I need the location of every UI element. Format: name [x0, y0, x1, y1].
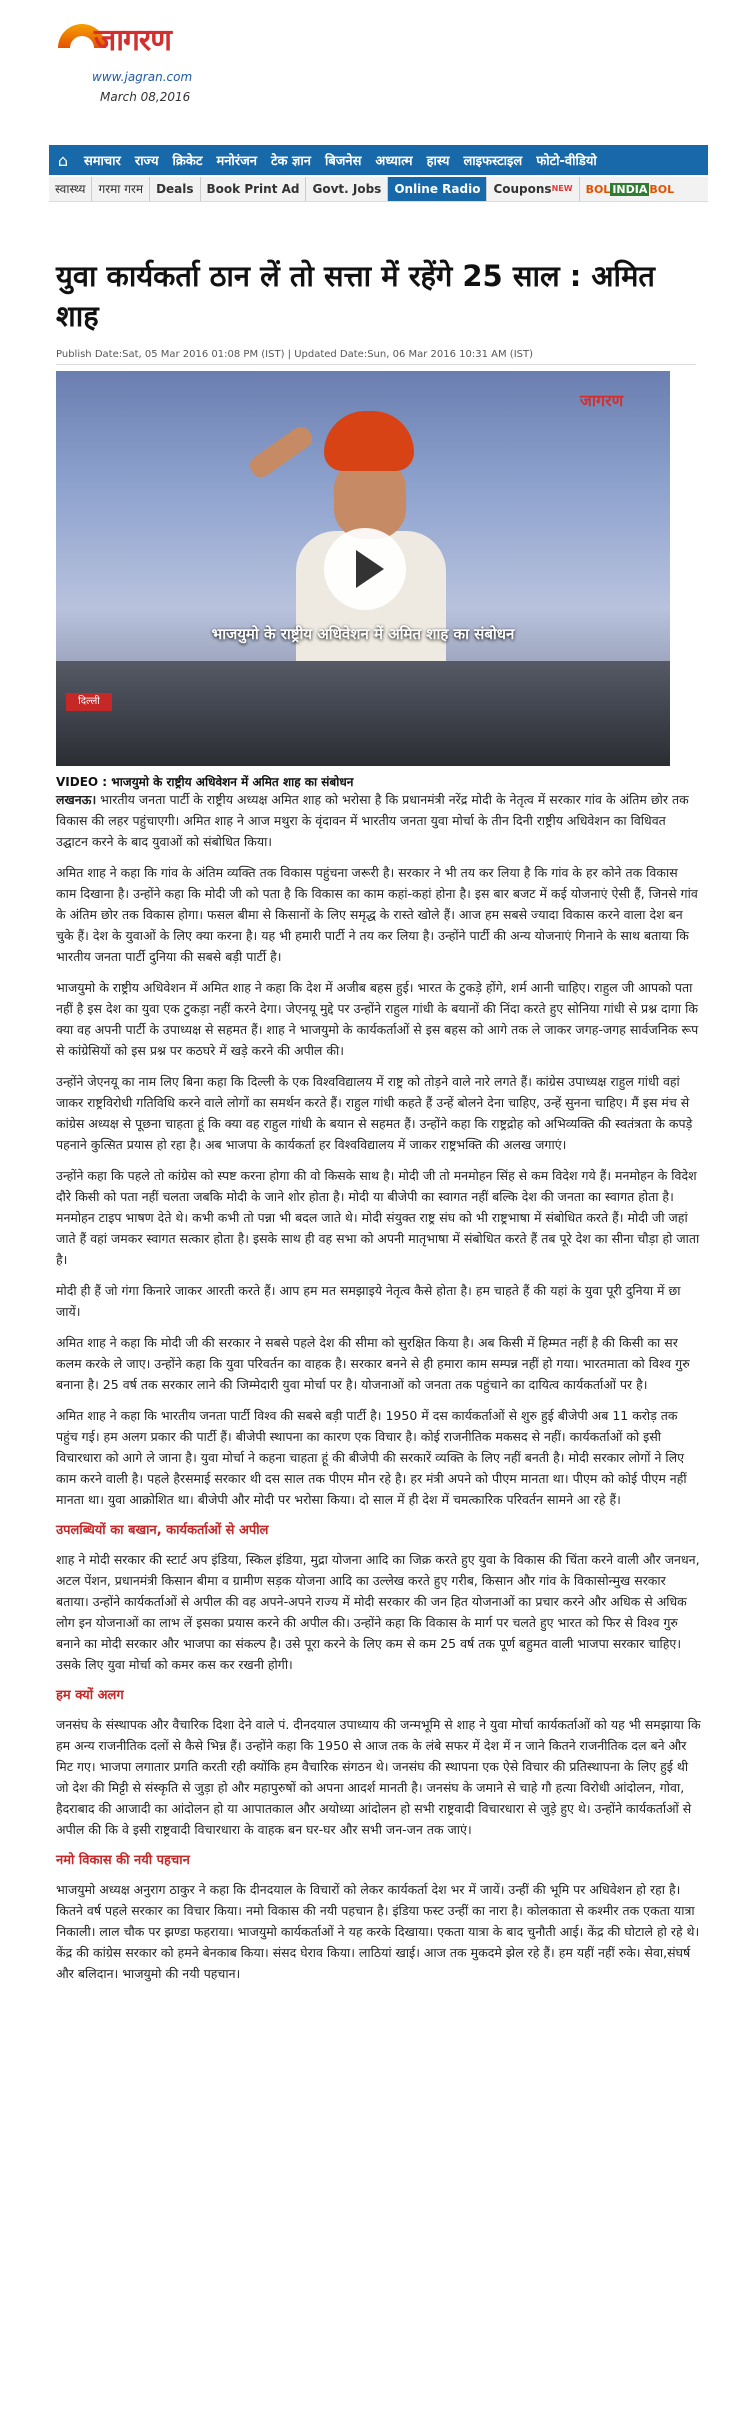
divider — [56, 364, 696, 365]
primary-nav — [49, 145, 708, 175]
section-heading: नमो विकास की नयी पहचान — [56, 1853, 190, 1868]
jagran-logo[interactable] — [54, 18, 234, 68]
nav-item[interactable]: लाइफस्टाइल — [463, 154, 523, 169]
nav-item[interactable]: समाचार — [84, 154, 121, 169]
nav-item[interactable]: क्रिकेट — [172, 154, 203, 169]
paragraph: शाह ने मोदी सरकार की स्टार्ट अप इंडिया, स्किल इंडिया, मुद्रा योजना आदि का जिक्र करते हुए युवा के विकास की चिंता करने वाली और जनधन, अटल पेंशन, प्रधानमंत्री किसान बीमा व ग्रामीण सड़क योजना आदि का उल्लेख करते हुए गरीब, किसान और गांव के विकासोन्मुख सरकार बताया। उन्होंने कार्यकर्ताओं से अपील की वह अपने-अपने राज्य में मोदी सरकार की जन हित योजनाओं का प्रचार करने और अधिक से अधिक लोग इन योजनाओं का लाभ लें इसका प्रयास करने की अपील की। उन्होंने कहा कि विकास के मार्ग पर चलते हुए भारत को फिर से विश्व गुरु बनाने का मोदी सरकार और भाजपा का संकल्प है। उसे पूरा करने के लिए कम से कम 25 वर्ष तक पूर्ण बहुमत वाली भाजपा सरकार चाहिए। उसके लिए युवा मोर्चा को कमर कस कर रखनी होगी। — [56, 1552, 700, 1672]
nav-item[interactable]: फोटो-वीडियो — [536, 154, 597, 169]
nav-item[interactable]: हास्य — [426, 154, 450, 169]
nav-sub-item[interactable]: स्वास्थ्य — [49, 177, 92, 201]
home-icon[interactable]: ⌂ — [57, 150, 69, 170]
nav-sub-item-coupons[interactable] — [487, 177, 579, 201]
paragraph: उन्होंने कहा कि पहले तो कांग्रेस को स्पष्ट करना होगा की वो किसके साथ है। मोदी जी तो मनमोहन सिंह से कम विदेश गये हैं। मनमोहन के विदेश दौरे किसी को पता नहीं चलता जबकि मोदी के जाने शोर होता है। मोदी या बीजेपी का स्वागत नहीं बल्कि देश की जनता का स्वागत होता है। मनमोहन टाइप भाषण देते थे। कभी कभी तो पन्ना भी बदल जाते थे। मोदी संयुक्त राष्ट्र संघ को भी राष्ट्रभाषा में संबोधित करते हैं। मोदी जी जहां जाते हैं वहां जमकर स्वागत सत्कार होता है। इसके साथ ही वह सभा को अपनी मातृभाषा में संबोधित करते हैं तब पूरे देश का सीना चौड़ा हो जाता है। — [56, 1168, 700, 1267]
article-body — [56, 789, 701, 1994]
logo-text: जागरण — [94, 23, 171, 58]
article-title: युवा कार्यकर्ता ठान लें तो सत्ता में रहेंगे 25 साल : अमित शाह — [56, 259, 655, 333]
site-url[interactable]: www.jagran.com — [92, 70, 193, 84]
paragraph: भाजयुमो अध्यक्ष अनुराग ठाकुर ने कहा कि दीनदयाल के विचारों को लेकर कार्यकर्ता देश भर में जायें। उन्हीं की भूमि पर अधिवेशन हो रहा है। कितने वर्ष पहले सरकार का विचार किया। नमो विकास की नयी पहचान है। इंडिया फस्ट उन्हीं का नारा है। कोलकाता से कश्मीर तक एकता यात्रा निकाली। लाल चौक पर झण्डा फहराया। भाजयुमो कार्यकर्ताओं ने यह करके दिखाया। एकता यात्रा के बाद चुनौती आई। केंद्र की घोटाले हो रहे थे। केंद्र की कांग्रेस सरकार को हमने बेनकाब किया। संसद घेराव किया। लाठियां खाई। आज तक मुकदमे झेल रहे हैं। हम यहीं नहीं रुके। सेवा,संघर्ष और बलिदान। भाजयुमो की नयी पहचान। — [56, 1882, 700, 1981]
video-watermark: जागरण — [580, 391, 624, 410]
play-icon[interactable] — [324, 528, 406, 610]
paragraph: मोदी ही हैं जो गंगा किनारे जाकर आरती करते हैं। आप हम मत समझाइये नेतृत्व कैसे होता है। हम चाहते हैं की यहां के युवा पूरी दुनिया में छा जायें। — [56, 1283, 681, 1319]
nav-sub-item[interactable]: Govt. Jobs — [306, 177, 388, 201]
nav-sub-item[interactable]: Book Print Ad — [201, 177, 307, 201]
paragraph: अमित शाह ने कहा कि भारतीय जनता पार्टी विश्व की सबसे बड़ी पार्टी है। 1950 में दस कार्यकर्ताओं से शुरु हुई बीजेपी अब 11 करोड़ तक पहुंच गई। हम अलग प्रकार की पार्टी हैं। बीजेपी स्थापना का कारण एक विचार है। कोई राजनीतिक मकसद से नहीं। कार्यकर्ताओं को इसी विचारधारा को आगे ले जाना है। युवा मोर्चा ने कहना चाहता हूं की बीजेपी की सरकारें व्यक्ति के लिए नहीं बनती है। मोदी सरकार लोगों ने लिए काम करने वाली है। पहले हैरसमाई सरकार थी दस साल तक पीएम मौन रहे है। हर मंत्री अपने को पीएम मानता था। पीएम को कोई पीएम नहीं मानता था। युवा आक्रोशित था। बीजेपी और मोदी पर भरोसा किया। दो साल में ही देश में चमत्कारिक परिवर्तन सामने आ रहे हैं। — [56, 1408, 687, 1507]
nav-sub-item-active[interactable]: Online Radio — [388, 177, 487, 201]
article-meta: Publish Date:Sat, 05 Mar 2016 01:08 PM (IST) | Updated Date:Sun, 06 Mar 2016 10:31 AM (IST) — [56, 349, 534, 360]
site-header — [0, 0, 756, 140]
lead-paragraph — [56, 789, 701, 852]
video-player[interactable] — [56, 371, 670, 766]
lead-text: भारतीय जनता पार्टी के राष्ट्रीय अध्यक्ष अमित शाह को भरोसा है कि प्रधानमंत्री नरेंद्र मोदी के नेतृत्व में सरकार गांव के अंतिम छोर तक विकास की लहर पहुंचाएगी। अमित शाह ने आज मथुरा के वृंदावन में भारतीय जनता युवा मोर्चा के तीन दिनी राष्ट्रीय अधिवेशन का विधिवत उद्घाटन करने के बाद युवाओं को संबोधित किया। — [56, 792, 689, 849]
paragraph: जनसंघ के संस्थापक और वैचारिक दिशा देने वाले पं. दीनदयाल उपाध्याय की जन्मभूमि से शाह ने युवा मोर्चा कार्यकर्ताओं को यह भी समझाया कि हम अन्य राजनीतिक दलों से कैसे भिन्न हैं। उन्होंने कहा कि 1950 से आज तक के लंबे सफर में देश में न जाने कितने राजनीतिक दल बने और मिट गए। भाजपा लगातार प्रगति करती रही क्योंकि हम वैचारिक संगठन थे। जनसंघ की स्थापना एक ऐसे विचार की प्रतिस्थापना के लिए हुई थी जो देश की मिट्टी से संस्कृति से जुड़ा हो और महापुरुषों को अपना आदर्श मानती है। जनसंघ के जमाने से चाहे गौ हत्या विरोधी आंदोलन, गोवा, हैदराबाद की आजादी का आंदोलन हो या आपातकाल और अयोध्या आंदोलन हो सभी राष्ट्रवादी विचारधारा से जुड़े हुए थे। उन्होंने कार्यकर्ताओं से अपील की कि वे इसी राष्ट्रवादी विचारधारा के वाहक बन घर-घर और सभी जन-जन तक जाएं। — [56, 1717, 701, 1837]
paragraph: भाजयुमो के राष्ट्रीय अधिवेशन में अमित शाह ने कहा कि देश में अजीब बहस हुई। भारत के टुकड़े होंगे, शर्म आनी चाहिए। राहुल जी आपको पता नहीं है इस देश का युवा एक टुकड़ा नहीं करने देगा। जेएनयू मुद्दे पर उन्होंने राहुल गांधी के बयानों की निंदा करते हुए सोनिया गांधी से प्रश्न दागा कि क्या वह अपनी पार्टी के उपाध्यक्ष से सहमत हैं। शाह ने भाजयुमो के कार्यकर्ताओं से इस बहस को आगे तक ले जाकर जगह-जगह सार्वजनिक रूप से कांग्रेसियों को इस प्रश्न पर कठघरे में खड़े करने की अपील की। — [56, 980, 699, 1058]
nav-item[interactable]: टेक ज्ञान — [270, 154, 311, 169]
bol-text: BOL — [649, 182, 675, 196]
nav-item[interactable]: राज्य — [134, 154, 159, 169]
paragraph: उन्होंने जेएनयू का नाम लिए बिना कहा कि दिल्ली के एक विश्वविद्यालय में राष्ट्र को तोड़ने वाले नारे लगते हैं। कांग्रेस उपाध्यक्ष राहुल गांधी वहां जाकर राष्ट्रविरोधी गतिविधि करने वाले लोगों का समर्थन करते हैं। राहुल गांधी कहते हैं उन्हें बोलने देना चाहिए, उन्हें सुनना चाहिए। मैं इस मंच से कांग्रेस अध्यक्ष से पूछना चाहता हूं कि क्या वह राहुल गांधी के बयान से सहमत हैं। उन्होंने कहा कि राष्ट्रद्रोह को अभिव्यक्ति की स्वतंत्रता के कपड़े पहनाने कुत्सित प्रयास हो रहा है। अब भाजपा के कार्यकर्ता हर विश्वविद्यालय में जाकर राष्ट्रभक्ति की अलख जगाएं। — [56, 1074, 693, 1152]
nav-sub-item[interactable]: गरमा गरम — [92, 177, 150, 201]
section-heading: हम क्यों अलग — [56, 1688, 124, 1703]
dateline: लखनऊ। — [56, 792, 97, 807]
bol-india-bol-logo[interactable] — [580, 183, 681, 196]
coupons-label: Coupons — [493, 182, 552, 196]
video-caption: VIDEO : भाजयुमो के राष्ट्रीय अधिवेशन में अमित शाह का संबोधन — [56, 775, 354, 789]
bol-text: BOL — [585, 182, 611, 196]
india-text: INDIA — [612, 182, 648, 196]
paragraph: अमित शाह ने कहा कि गांव के अंतिम व्यक्ति तक विकास पहुंचना जरूरी है। सरकार ने भी तय कर लिया है कि गांव के हर कोने तक विकास काम दिखाना है। उन्होंने कहा कि मोदी जी को पता है कि विकास का काम कहां-कहां होना है। इस बार बजट में कई योजनाएं ऐसी हैं, जिनसे गांव के अंतिम छोर तक विकास होगा। फसल बीमा से किसानों के लिए समृद्ध के रास्ते खोले हैं। आज हम सबसे ज्यादा विकास करने वाला देश बन चुके हैं। देश के युवाओं के लिए क्या करना है। यह भी हमारी पार्टी ने तय कर लिया है। उन्होंने पार्टी की अन्य योजनाएं गिनाने के साथ बताया कि भारतीय जनता पार्टी दुनिया की सबसे बड़ी पार्टी है। — [56, 865, 698, 964]
print-date: March 08,2016 — [100, 90, 191, 104]
paragraph: अमित शाह ने कहा कि मोदी जी की सरकार ने सबसे पहले देश की सीमा को सुरक्षित किया है। अब किसी में हिम्मत नहीं है की किसी का सर कलम करके ले जाए। उन्होंने कहा कि युवा परिवर्तन का वाहक है। सरकार बनने से ही हमारा काम सम्पन्न नहीं हो गया। भारतमाता को विश्व गुरु बनाना है। 25 वर्ष तक सरकार लाने की जिम्मेदारी युवा मोर्चा पर है। योजनाओं को जनता तक पहुंचाने का दायित्व कार्यकर्ताओं पर है। — [56, 1335, 690, 1392]
video-title: भाजयुमो के राष्ट्रीय अधिवेशन में अमित शाह का संबोधन — [211, 625, 515, 643]
secondary-nav — [49, 177, 708, 202]
nav-item[interactable]: बिजनेस — [324, 154, 362, 169]
nav-item[interactable]: मनोरंजन — [216, 154, 257, 169]
nav-sub-item[interactable]: Deals — [150, 177, 200, 201]
section-heading: उपलब्धियों का बखान, कार्यकर्ताओं से अपील — [56, 1523, 269, 1538]
new-badge: NEW — [551, 184, 573, 193]
video-location-tag: दिल्ली — [66, 693, 112, 711]
video-thumbnail-stage — [56, 661, 670, 766]
nav-item[interactable]: अध्यात्म — [375, 154, 413, 169]
